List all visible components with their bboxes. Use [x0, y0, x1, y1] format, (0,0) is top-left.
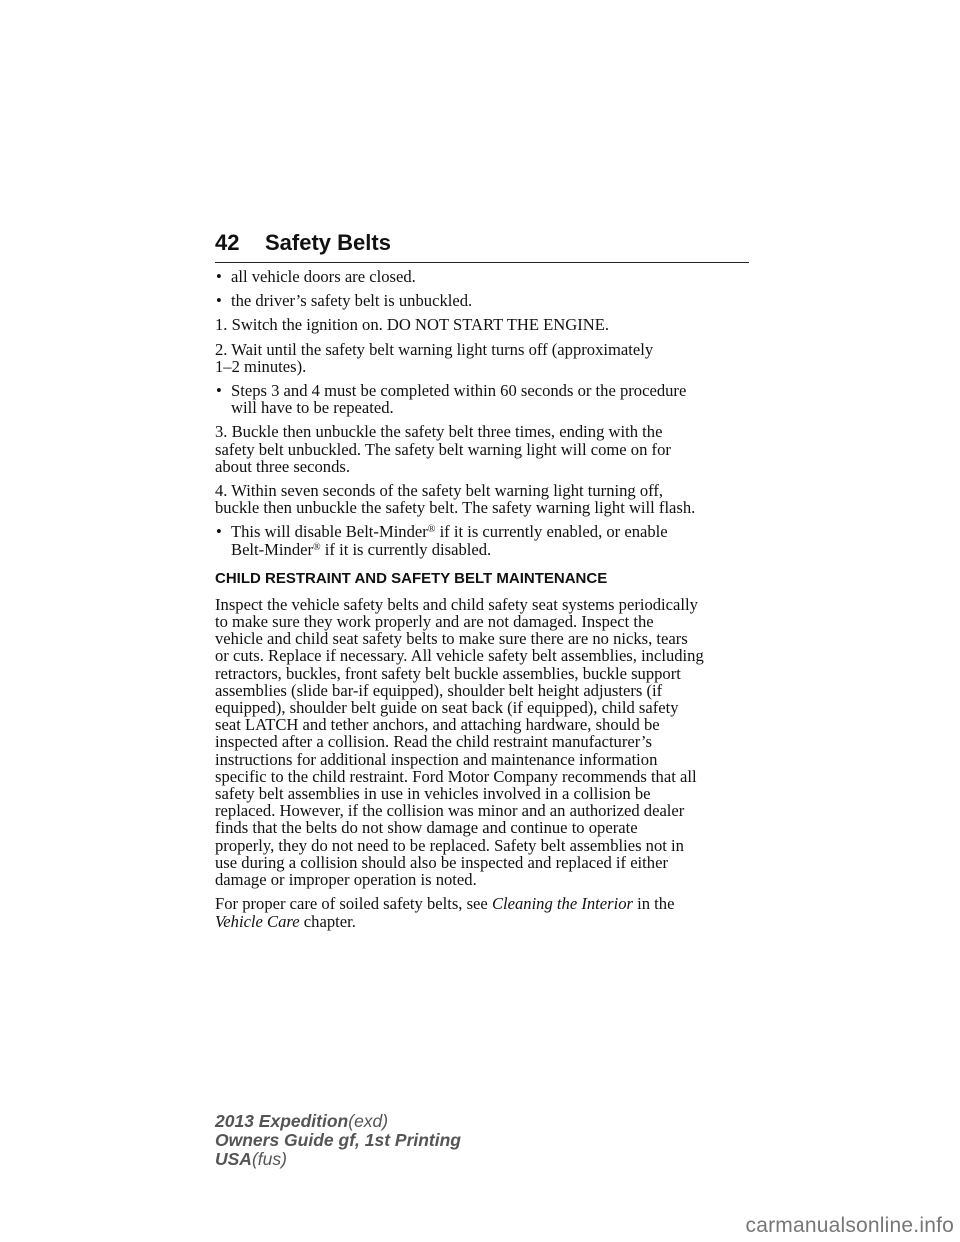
registered-mark: ®	[427, 524, 436, 536]
bullet-text: This will disable Belt-Minder	[231, 522, 428, 542]
footer-model: 2013 Expedition	[215, 1111, 349, 1131]
maintenance-line: specific to the child restraint. Ford Motor Company recommends that all	[215, 766, 697, 786]
step-2-line: 1–2 minutes).	[215, 356, 307, 376]
bullet-item	[215, 268, 749, 285]
maintenance-line: seat LATCH and tether anchors, and attaching hardware, should be	[215, 715, 660, 735]
bullet-text: the driver’s safety belt is unbuckled.	[231, 291, 473, 311]
maintenance-line: properly, they do not need to be replaced. Safety belt assemblies not in	[215, 835, 684, 855]
cleaning-interior-reference: Cleaning the Interior	[491, 894, 633, 914]
care-text: For proper care of soiled safety belts, see	[215, 894, 492, 914]
bullet-icon: •	[216, 381, 222, 401]
step-4-line: buckle then unbuckle the safety belt. The safety warning light will flash.	[215, 498, 696, 518]
section-title: Safety Belts	[265, 230, 391, 255]
step-2	[215, 341, 749, 375]
bullet-icon: •	[216, 291, 222, 311]
section-heading: CHILD RESTRAINT AND SAFETY BELT MAINTENANCE	[215, 569, 608, 587]
maintenance-line: equipped), shoulder belt guide on seat back (if equipped), child safety	[215, 698, 679, 718]
step-4	[215, 482, 749, 516]
step-3-line: about three seconds.	[215, 456, 351, 476]
step-3	[215, 423, 749, 475]
maintenance-line: assemblies (slide bar-if equipped), shoulder belt height adjusters (if	[215, 680, 663, 700]
footer-edition: Owners Guide gf, 1st Printing	[215, 1130, 461, 1150]
maintenance-line: use during a collision should also be inspected and replaced if either	[215, 852, 668, 872]
bullet-text: if it is currently disabled.	[324, 539, 492, 559]
maintenance-line: finds that the belts do not show damage and continue to operate	[215, 818, 638, 838]
care-text: in the	[632, 894, 675, 914]
step-4-line: 4. Within seven seconds of the safety belt warning light turning off,	[215, 481, 664, 501]
vehicle-care-reference: Vehicle Care	[215, 911, 300, 931]
maintenance-line: vehicle and child seat safety belts to make sure there are no nicks, tears	[215, 629, 688, 649]
footer-market-code: (fus)	[251, 1149, 287, 1169]
maintenance-line: retractors, buckles, front safety belt buckle assemblies, buckle support	[215, 663, 681, 683]
care-paragraph	[215, 895, 749, 929]
maintenance-line: safety belt assemblies in use in vehicles involved in a collision be	[215, 784, 651, 804]
registered-mark: ®	[313, 541, 321, 553]
maintenance-line: or cuts. Replace if necessary. All vehicle safety belt assemblies, including	[215, 646, 704, 666]
bullet-icon: •	[216, 267, 222, 286]
step-3-line: 3. Buckle then unbuckle the safety belt three times, ending with the	[215, 422, 663, 442]
care-text: chapter.	[299, 911, 356, 931]
footer-code: (exd)	[348, 1111, 389, 1131]
bullet-item	[215, 382, 749, 416]
bullet-icon: •	[216, 522, 222, 542]
watermark: carmanualsonline.info	[736, 1210, 960, 1242]
bullet-text: all vehicle doors are closed.	[231, 267, 416, 286]
step-3-line: safety belt unbuckled. The safety belt warning light will come on for	[215, 439, 671, 459]
step-1	[215, 316, 749, 333]
footer-line	[215, 1131, 461, 1150]
page-body	[215, 268, 749, 937]
bullet-text: Steps 3 and 4 must be completed within 60 seconds or the procedure	[231, 381, 687, 401]
document-footer	[215, 1112, 461, 1169]
maintenance-line: to make sure they work properly and are not damaged. Inspect the	[215, 612, 654, 632]
bullet-text: will have to be repeated.	[231, 398, 394, 418]
step-1-text: 1. Switch the ignition on. DO NOT START THE ENGINE.	[215, 315, 610, 335]
maintenance-line: replaced. However, if the collision was minor and an authorized dealer	[215, 801, 685, 821]
footer-line	[215, 1150, 461, 1169]
maintenance-line: inspected after a collision. Read the child restraint manufacturer’s	[215, 732, 652, 752]
maintenance-line: instructions for additional inspection and maintenance information	[215, 749, 658, 769]
page-number: 42	[215, 230, 240, 255]
maintenance-line: damage or improper operation is noted.	[215, 870, 477, 890]
step-2-line: 2. Wait until the safety belt warning light turns off (approximately	[215, 339, 654, 359]
page-header	[215, 228, 749, 263]
bullet-item	[215, 523, 749, 557]
bullet-text: if it is currently enabled, or enable	[439, 522, 668, 542]
bullet-item	[215, 292, 749, 309]
maintenance-line: Inspect the vehicle safety belts and child safety seat systems periodically	[215, 594, 698, 614]
bullet-text: Belt-Minder	[231, 539, 314, 559]
maintenance-paragraph	[215, 596, 749, 888]
footer-market: USA	[215, 1149, 252, 1169]
footer-line	[215, 1112, 461, 1131]
